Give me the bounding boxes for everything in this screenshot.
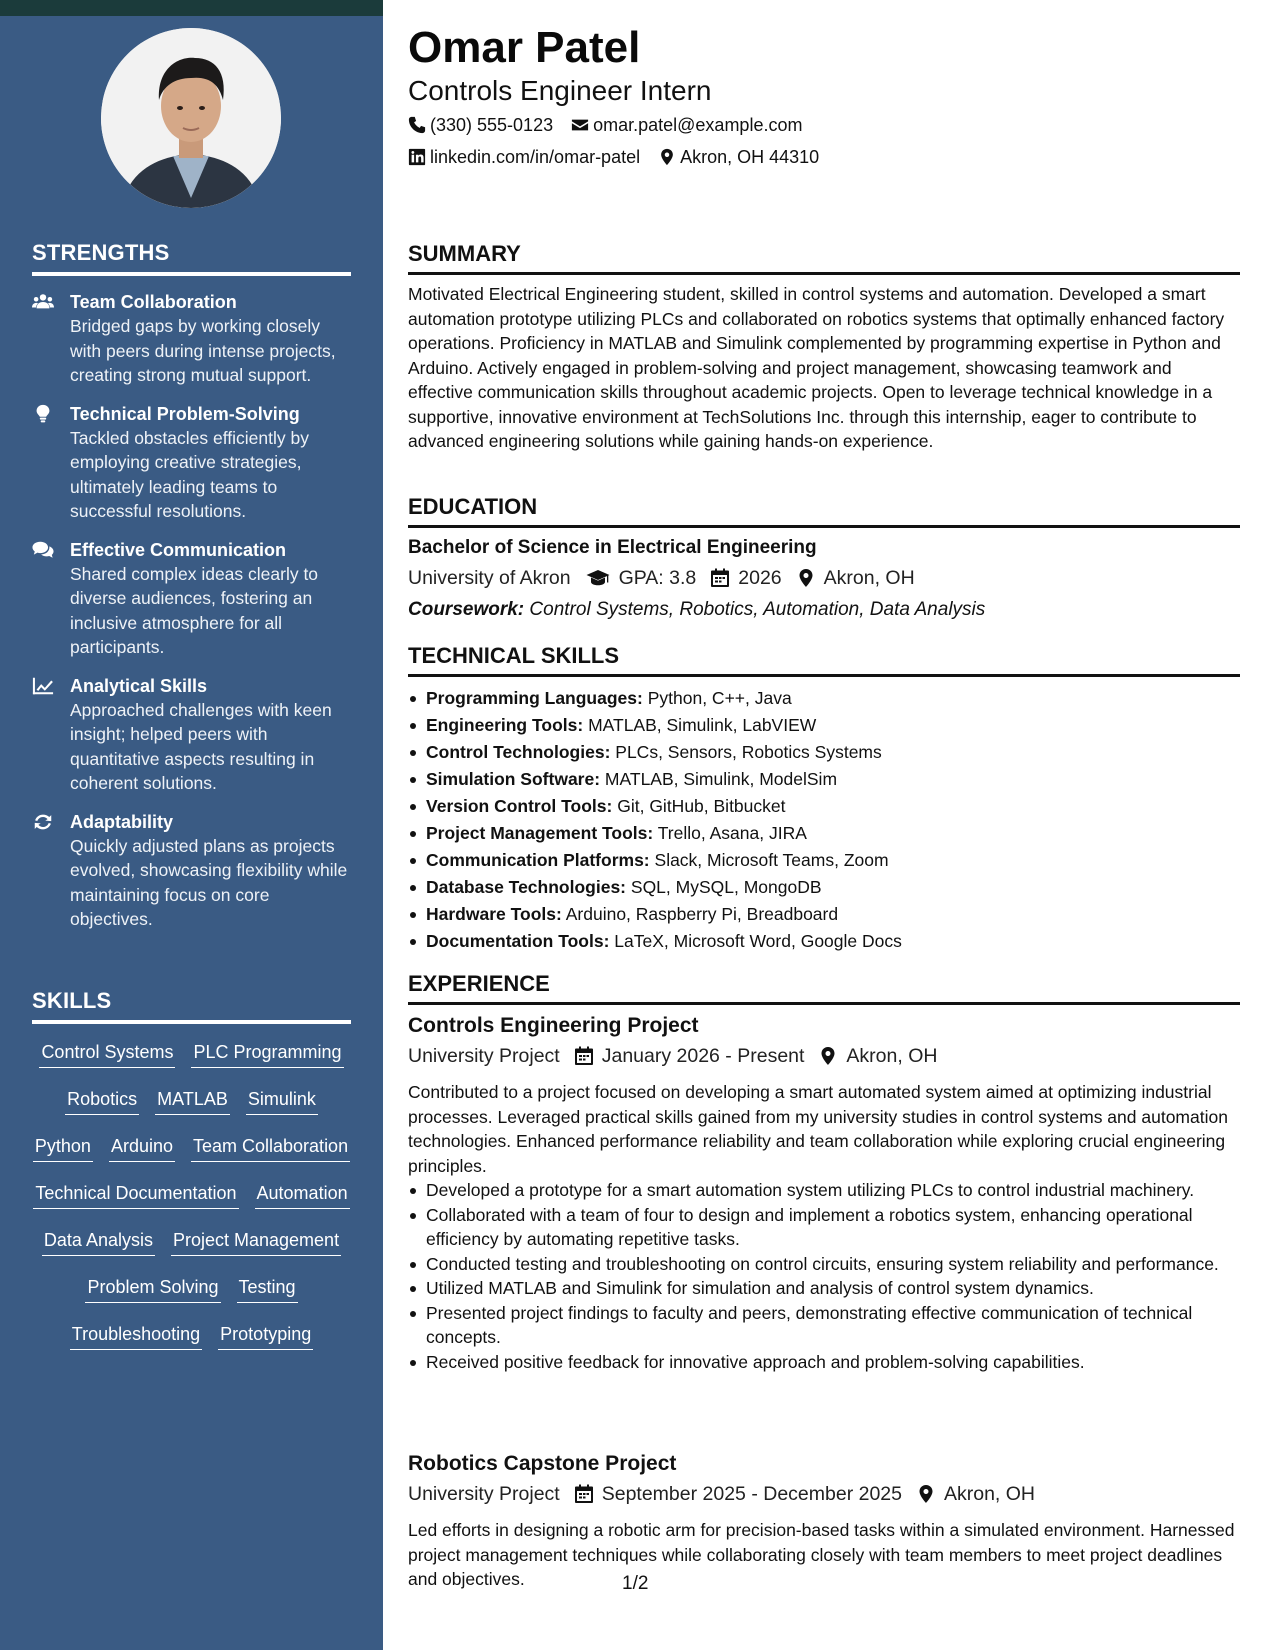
skill-tag: Team Collaboration bbox=[191, 1132, 350, 1162]
skill-tag: Python bbox=[33, 1132, 93, 1162]
strength-title: Technical Problem-Solving bbox=[70, 403, 300, 424]
project-title: Controls Engineering Project bbox=[408, 1014, 699, 1037]
skill-values: Trello, Asana, JIRA bbox=[657, 823, 807, 843]
list-item: Developed a prototype for a smart automation system utilizing PLCs to control industrial machinery. bbox=[408, 1178, 1240, 1203]
graduation-year-item bbox=[710, 565, 781, 591]
sidebar-top-bar bbox=[0, 0, 383, 16]
map-marker-icon bbox=[796, 568, 816, 588]
school-name bbox=[408, 565, 571, 591]
skill-tag: Prototyping bbox=[218, 1320, 313, 1350]
comments-icon bbox=[32, 538, 70, 660]
project-dates bbox=[574, 1043, 805, 1069]
skill-tag: Data Analysis bbox=[42, 1226, 155, 1256]
list-item bbox=[408, 712, 1240, 739]
coursework bbox=[408, 597, 985, 623]
linkedin-text: linkedin.com/in/omar-patel bbox=[430, 147, 641, 167]
strength-description: Shared complex ideas clearly to diverse audiences, fostering an inclusive atmosphere for all participants. bbox=[70, 563, 319, 657]
project-location bbox=[818, 1043, 937, 1069]
school-text: University of Akron bbox=[408, 567, 571, 589]
list-item bbox=[408, 847, 1240, 874]
strengths-list bbox=[32, 276, 351, 932]
map-marker-icon bbox=[658, 148, 676, 166]
skill-category: Project Management Tools: bbox=[426, 823, 654, 843]
strength-title: Adaptability bbox=[70, 811, 174, 832]
skill-values: Git, GitHub, Bitbucket bbox=[617, 796, 786, 816]
strength-title: Team Collaboration bbox=[70, 292, 237, 312]
strength-item bbox=[32, 538, 351, 660]
skill-tag: Technical Documentation bbox=[33, 1179, 238, 1209]
list-item bbox=[408, 874, 1240, 901]
coursework-text: Control Systems, Robotics, Automation, Data Analysis bbox=[529, 599, 986, 620]
phone-icon bbox=[408, 116, 426, 134]
project-location-text: Akron, OH bbox=[943, 1483, 1036, 1505]
coursework-label: Coursework: bbox=[408, 599, 525, 620]
list-item bbox=[408, 766, 1240, 793]
profile-photo-illustration bbox=[101, 28, 281, 208]
strengths-section bbox=[32, 240, 351, 932]
list-item bbox=[408, 820, 1240, 847]
gpa-text: GPA: 3.8 bbox=[618, 567, 697, 589]
skill-tag: Troubleshooting bbox=[70, 1320, 202, 1350]
list-item bbox=[408, 739, 1240, 766]
list-item bbox=[408, 685, 1240, 712]
skill-category: Control Technologies: bbox=[426, 742, 611, 762]
degree-title: Bachelor of Science in Electrical Engineering bbox=[408, 537, 817, 558]
chart-line-icon bbox=[32, 674, 70, 796]
map-marker-icon bbox=[818, 1046, 838, 1066]
skill-values: PLCs, Sensors, Robotics Systems bbox=[615, 742, 882, 762]
candidate-name: Omar Patel bbox=[408, 23, 641, 72]
list-item bbox=[408, 793, 1240, 820]
project-dates bbox=[574, 1481, 902, 1507]
project-dates-text: January 2026 - Present bbox=[601, 1045, 805, 1067]
skill-tag: Project Management bbox=[171, 1226, 341, 1256]
skill-values: LaTeX, Microsoft Word, Google Docs bbox=[614, 931, 902, 951]
project-bullets bbox=[408, 1178, 1240, 1374]
skill-category: Version Control Tools: bbox=[426, 796, 613, 816]
strengths-heading: STRENGTHS bbox=[32, 240, 351, 276]
strength-description: Quickly adjusted plans as projects evolved, showcasing flexibility while maintaining focus on core objectives. bbox=[70, 835, 348, 929]
list-item bbox=[408, 928, 1240, 955]
skills-heading: SKILLS bbox=[32, 988, 351, 1024]
strength-item bbox=[32, 810, 351, 932]
sync-icon bbox=[32, 810, 70, 932]
project-org bbox=[408, 1043, 560, 1069]
project-dates-text: September 2025 - December 2025 bbox=[601, 1483, 902, 1505]
project-location bbox=[916, 1481, 1035, 1507]
graduation-cap-icon bbox=[585, 568, 611, 588]
strength-item bbox=[32, 674, 351, 796]
skill-tag: Control Systems bbox=[39, 1038, 175, 1068]
skill-values: Arduino, Raspberry Pi, Breadboard bbox=[565, 904, 839, 924]
calendar-icon bbox=[574, 1484, 594, 1504]
users-icon bbox=[32, 290, 70, 388]
skill-tag: Problem Solving bbox=[85, 1273, 220, 1303]
strength-item bbox=[32, 402, 351, 524]
skill-values: MATLAB, Simulink, ModelSim bbox=[604, 769, 838, 789]
contact-row-1 bbox=[408, 113, 820, 137]
skill-category: Engineering Tools: bbox=[426, 715, 584, 735]
skill-values: Slack, Microsoft Teams, Zoom bbox=[654, 850, 889, 870]
project-description: Contributed to a project focused on developing a smart automated system aimed at optimizing industrial processes. Leveraged practical skills gained from my university studies in control systems and automation technologies. Enhanced performance reliability and team collaboration while exploring crucial engineering principles. bbox=[408, 1082, 1228, 1176]
skill-category: Programming Languages: bbox=[426, 688, 643, 708]
linkedin-icon bbox=[408, 148, 426, 166]
education-meta bbox=[408, 565, 929, 591]
skill-category: Database Technologies: bbox=[426, 877, 627, 897]
list-item: Collaborated with a team of four to design and implement a robotics system, enhancing operational efficiency by automating repetitive tasks. bbox=[408, 1203, 1240, 1252]
skill-tag: PLC Programming bbox=[191, 1038, 343, 1068]
project-description: Led efforts in designing a robotic arm for precision-based tasks within a simulated environment. Harnessed project management techniques while collaborating closely with team members to meet project deadlines and objectives. bbox=[408, 1520, 1235, 1589]
experience-heading: EXPERIENCE bbox=[408, 970, 1240, 1005]
project-meta bbox=[408, 1481, 1049, 1507]
location-contact bbox=[658, 145, 819, 169]
email-contact[interactable] bbox=[571, 113, 802, 137]
year-text: 2026 bbox=[738, 567, 782, 589]
list-item bbox=[408, 901, 1240, 928]
strength-description: Bridged gaps by working closely with peers during intense projects, creating strong mutual support. bbox=[70, 316, 336, 385]
strength-item bbox=[32, 290, 351, 388]
strength-title: Analytical Skills bbox=[70, 675, 208, 696]
technical-skills-heading: TECHNICAL SKILLS bbox=[408, 642, 1240, 677]
list-item: Conducted testing and troubleshooting on control circuits, ensuring system reliability and performance. bbox=[408, 1252, 1240, 1277]
project-meta bbox=[408, 1043, 951, 1069]
skill-values: SQL, MySQL, MongoDB bbox=[630, 877, 822, 897]
gpa-item bbox=[585, 565, 697, 591]
skill-category: Communication Platforms: bbox=[426, 850, 650, 870]
lightbulb-icon bbox=[32, 402, 70, 524]
list-item: Utilized MATLAB and Simulink for simulation and analysis of control system dynamics. bbox=[408, 1276, 1240, 1301]
skill-tag: Robotics bbox=[65, 1085, 139, 1115]
skills-list bbox=[32, 1024, 351, 1367]
sidebar bbox=[0, 0, 383, 1650]
project-title: Robotics Capstone Project bbox=[408, 1452, 677, 1475]
skill-tag: Simulink bbox=[246, 1085, 318, 1115]
calendar-icon bbox=[574, 1046, 594, 1066]
page-number: 1/2 bbox=[622, 1573, 649, 1594]
skill-category: Hardware Tools: bbox=[426, 904, 562, 924]
candidate-role: Controls Engineer Intern bbox=[408, 75, 712, 106]
summary-text: Motivated Electrical Engineering student, skilled in control systems and automation. Developed a smart automation prototype utilizing PLCs and collaborated on robotics systems that optimally enhanced factory operations. Proficiency in MATLAB and Simulink complemented by programming expertise in Python and Arduino. Actively engaged in problem-solving and project management, showcasing teamwork and effective communication skills throughout academic projects. Open to leverage technical knowledge in a supportive, innovative environment at TechSolutions Inc. through this internship, eager to contribute to advanced engineering solutions while gaining hands-on experience. bbox=[408, 284, 1225, 451]
skill-tag: MATLAB bbox=[155, 1085, 230, 1115]
phone-text: (330) 555-0123 bbox=[430, 115, 554, 135]
summary-heading: SUMMARY bbox=[408, 240, 1240, 275]
list-item: Received positive feedback for innovative approach and problem-solving capabilities. bbox=[408, 1350, 1240, 1375]
phone-contact bbox=[408, 113, 553, 137]
envelope-icon bbox=[571, 116, 589, 134]
linkedin-contact[interactable] bbox=[408, 145, 640, 169]
project-org-text: University Project bbox=[408, 1483, 560, 1505]
skill-tag: Automation bbox=[255, 1179, 350, 1209]
technical-skills-list bbox=[408, 685, 1240, 955]
skill-values: MATLAB, Simulink, LabVIEW bbox=[588, 715, 817, 735]
skill-category: Simulation Software: bbox=[426, 769, 601, 789]
education-location-item bbox=[796, 565, 915, 591]
profile-photo bbox=[101, 28, 281, 208]
project-org bbox=[408, 1481, 560, 1507]
education-heading: EDUCATION bbox=[408, 493, 1240, 528]
education-location-text: Akron, OH bbox=[823, 567, 915, 589]
skill-category: Documentation Tools: bbox=[426, 931, 610, 951]
skill-tag: Testing bbox=[237, 1273, 298, 1303]
project-location-text: Akron, OH bbox=[846, 1045, 938, 1067]
strength-title: Effective Communication bbox=[70, 539, 287, 560]
skill-values: Python, C++, Java bbox=[647, 688, 792, 708]
calendar-icon bbox=[710, 568, 730, 588]
list-item: Presented project findings to faculty and peers, demonstrating effective communication of technical concepts. bbox=[408, 1301, 1240, 1350]
skills-section bbox=[32, 988, 351, 1367]
location-text: Akron, OH 44310 bbox=[680, 147, 820, 167]
project-org-text: University Project bbox=[408, 1045, 560, 1067]
map-marker-icon bbox=[916, 1484, 936, 1504]
email-text: omar.patel@example.com bbox=[593, 115, 803, 135]
strength-description: Approached challenges with keen insight; helped peers with quantitative aspects resulting in coherent solutions. bbox=[70, 699, 332, 793]
skill-tag: Arduino bbox=[109, 1132, 175, 1162]
strength-description: Tackled obstacles efficiently by employing creative strategies, ultimately leading teams to successful resolutions. bbox=[70, 427, 309, 521]
contact-row-2 bbox=[408, 145, 837, 169]
